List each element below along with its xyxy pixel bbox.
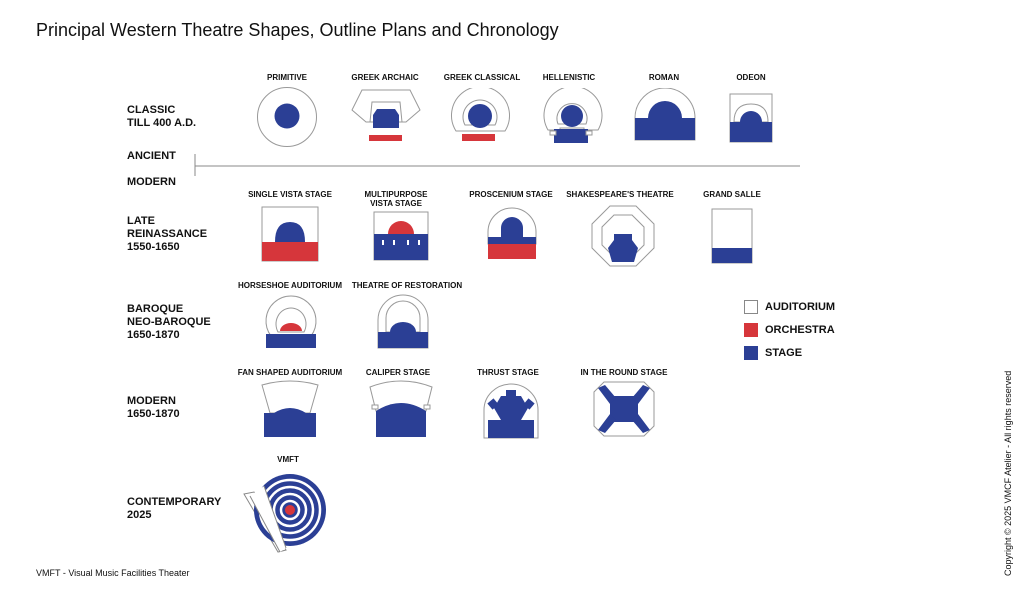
era-modern [127, 395, 180, 421]
plan-multipurpose [372, 210, 430, 262]
label-primitive: PRIMITIVE [266, 73, 307, 82]
era-baroque [127, 303, 211, 342]
plan-caliper [368, 379, 434, 439]
legend-label-stage: STAGE [765, 347, 803, 359]
label-fan: FAN SHAPED AUDITORIUM [237, 368, 343, 377]
era-contemporary-date: 2025 [127, 509, 152, 521]
legend-swatch-orchestra [744, 323, 758, 337]
era-modern-date: 1650-1870 [127, 408, 180, 420]
plan-single-vista [260, 206, 320, 262]
label-hellenistic: HELLENISTIC [542, 73, 596, 82]
plan-roman [633, 88, 697, 144]
legend-item-stage [744, 346, 904, 362]
era-contemporary [127, 496, 221, 522]
plan-shakespeare [590, 204, 656, 268]
era-ancient-label: ANCIENT [127, 150, 176, 162]
plan-greek-classical [447, 88, 513, 144]
era-classic-name: CLASSIC [127, 104, 176, 116]
era-modern-divider-label: MODERN [127, 176, 176, 188]
era-late-renaissance-date: 1550-1650 [127, 241, 180, 253]
plan-in-the-round [592, 380, 656, 438]
plan-thrust [480, 382, 542, 440]
label-thrust: THRUST STAGE [477, 368, 539, 377]
era-baroque-date: 1650-1870 [127, 329, 180, 341]
page-title: Principal Western Theatre Shapes, Outline Plans and Chronology [36, 20, 559, 40]
label-vmft: VMFT [277, 455, 299, 464]
timeline-divider [194, 152, 804, 178]
era-baroque-line-1: BAROQUE [127, 303, 184, 315]
label-roman: ROMAN [648, 73, 680, 82]
plan-primitive [256, 86, 318, 148]
era-late-renaissance-line-2: REINASSANCE [127, 228, 208, 240]
plan-fan [260, 379, 320, 439]
legend-swatch-stage [744, 346, 758, 360]
legend-swatch-auditorium [744, 300, 758, 314]
plan-hellenistic [538, 88, 606, 146]
plan-grand-salle [710, 208, 754, 264]
legend-item-orchestra [744, 323, 904, 339]
label-greek-classical: GREEK CLASSICAL [443, 73, 521, 82]
label-caliper: CALIPER STAGE [365, 368, 431, 377]
label-grand-salle: GRAND SALLE [703, 190, 761, 199]
era-baroque-line-2: NEO-BAROQUE [127, 316, 211, 328]
label-multipurpose [336, 190, 456, 208]
plan-greek-archaic [350, 88, 422, 144]
legend-item-auditorium [744, 300, 904, 316]
era-late-renaissance [127, 215, 207, 254]
era-modern-divider [127, 176, 176, 189]
era-classic-date: TILL 400 A.D. [127, 117, 197, 129]
label-single-vista: SINGLE VISTA STAGE [248, 190, 332, 199]
label-horseshoe: HORSESHOE AUDITORIUM [237, 281, 342, 290]
label-odeon: ODEON [736, 73, 766, 82]
label-restoration: THEATRE OF RESTORATION [351, 281, 463, 290]
era-late-renaissance-line-1: LATE [127, 215, 155, 227]
label-greek-archaic: GREEK ARCHAIC [351, 73, 419, 82]
era-contemporary-name: CONTEMPORARY [127, 496, 222, 508]
legend-label-orchestra: ORCHESTRA [765, 324, 835, 336]
copyright-notice: Copyright © 2025 VMCF Atelier - All rights reserved [1003, 370, 1013, 576]
plan-restoration [374, 292, 432, 350]
label-shakespeare: SHAKESPEARE'S THEATRE [566, 190, 674, 199]
era-ancient [127, 150, 176, 163]
plan-proscenium [486, 206, 538, 262]
label-proscenium: PROSCENIUM STAGE [469, 190, 553, 199]
era-modern-name: MODERN [127, 395, 176, 407]
plan-odeon [728, 92, 774, 144]
label-multipurpose-line-2: VISTA STAGE [370, 199, 422, 208]
label-multipurpose-line-1: MULTIPURPOSE [364, 190, 428, 199]
era-classic [127, 104, 196, 130]
plan-horseshoe [262, 292, 320, 350]
footnote: VMFT - Visual Music Facilities Theater [36, 568, 190, 578]
plan-vmft [240, 466, 332, 556]
legend-label-auditorium: AUDITORIUM [765, 301, 836, 313]
label-in-the-round: IN THE ROUND STAGE [580, 368, 668, 377]
